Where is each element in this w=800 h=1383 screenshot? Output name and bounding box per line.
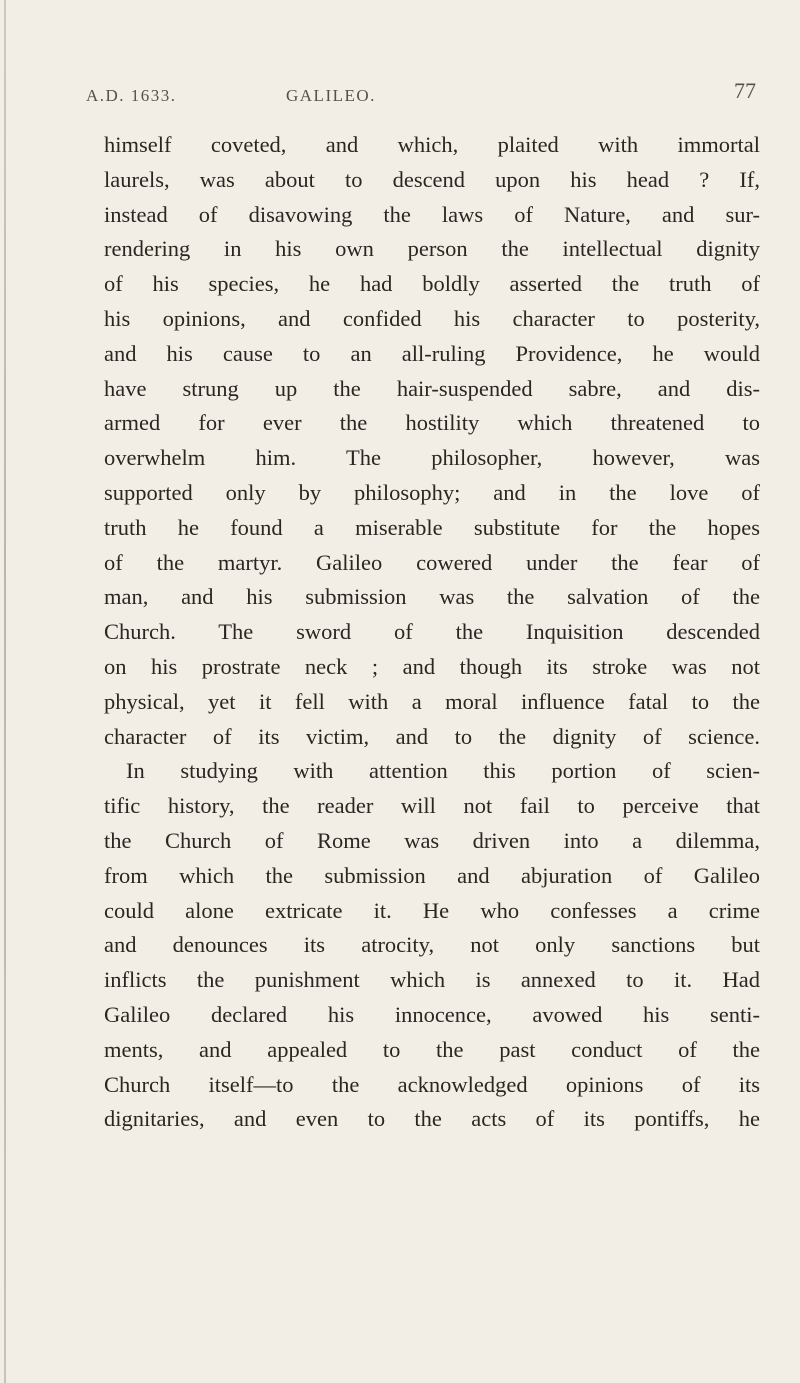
text-line: supported only by philosophy; and in the love of (104, 479, 760, 505)
text-line: tific history, the reader will not fail to perceive that (104, 793, 760, 819)
text-line: Church itself—to the acknowledged opinions of its (104, 1071, 760, 1097)
text-line: the Church of Rome was driven into a dilemma, (104, 827, 760, 853)
running-head-title: GALILEO. (286, 86, 376, 105)
text-line: on his prostrate neck ; and though its stroke was not (104, 653, 760, 679)
running-head-date: A.D. 1633. (86, 86, 177, 105)
text-line: and denounces its atrocity, not only sanctions but (104, 932, 760, 958)
text-line: armed for ever the hostility which threatened to (104, 410, 760, 436)
text-line: have strung up the hair-suspended sabre, and dis- (104, 375, 760, 401)
text-line: instead of disavowing the laws of Nature, and sur- (104, 201, 760, 227)
text-line: from which the submission and abjuration of Galileo (104, 862, 760, 888)
text-line: could alone extricate it. He who confesses a crime (104, 897, 760, 923)
text-line: Church. The sword of the Inquisition descended (104, 619, 760, 645)
body-text (104, 128, 760, 1137)
text-line: of the martyr. Galileo cowered under the fear of (104, 549, 760, 575)
text-line: and his cause to an all-ruling Providence, he would (104, 340, 760, 366)
text-line: laurels, was about to descend upon his head ? If, (104, 166, 760, 192)
text-line: overwhelm him. The philosopher, however, was (104, 445, 760, 471)
page-number: 77 (734, 78, 756, 103)
text-line: dignitaries, and even to the acts of its pontiffs, he (104, 1106, 760, 1132)
text-line: ments, and appealed to the past conduct of the (104, 1036, 760, 1062)
text-line: his opinions, and confided his character to posterity, (104, 305, 760, 331)
text-line: of his species, he had boldly asserted the truth of (104, 271, 760, 297)
text-line: himself coveted, and which, plaited with immortal (104, 132, 760, 157)
text-line: rendering in his own person the intellectual dignity (104, 236, 760, 262)
paragraph-start-line: In studying with attention this portion of scien- (126, 758, 760, 784)
running-head (86, 78, 762, 110)
text-line: Galileo declared his innocence, avowed his senti- (104, 1001, 760, 1027)
text-line: character of its victim, and to the dignity of science. (104, 723, 760, 749)
text-line: truth he found a miserable substitute for the hopes (104, 514, 760, 540)
text-line: inflicts the punishment which is annexed to it. Had (104, 967, 760, 993)
text-line: man, and his submission was the salvation of the (104, 584, 760, 610)
text-line: physical, yet it fell with a moral influence fatal to the (104, 688, 760, 714)
